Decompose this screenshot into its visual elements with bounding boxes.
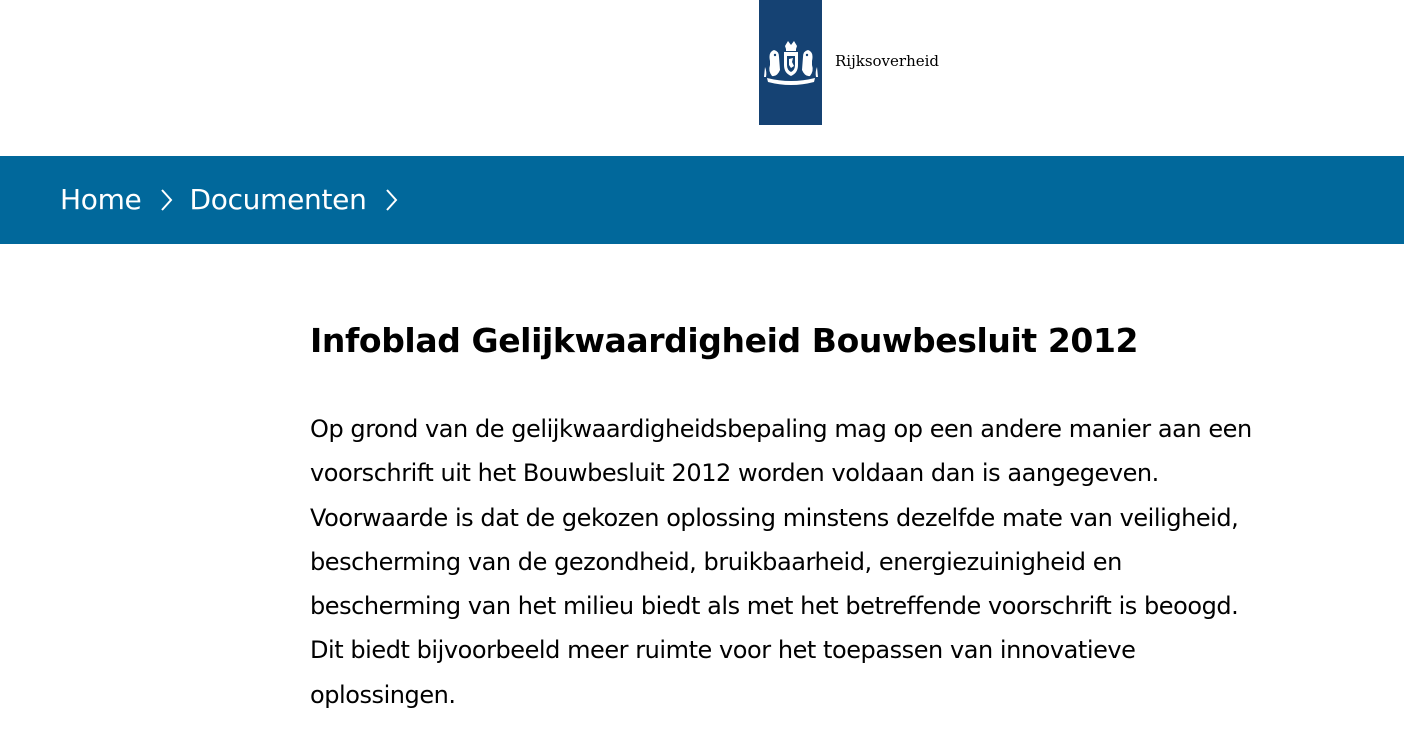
home-logo-link[interactable] bbox=[759, 0, 939, 125]
page-title: Infoblad Gelijkwaardigheid Bouwbesluit 2012 bbox=[310, 321, 1139, 360]
chevron-right-icon bbox=[154, 186, 178, 214]
intro-paragraph: Op grond van de gelijkwaardigheidsbepaling mag op een andere manier aan een voorschrift uit het Bouwbesluit 2012 worden voldaan dan is aangegeven. Voorwaarde is dat de gekozen oplossing minstens dezelfde mate van veiligheid, bescherming van de gezondheid, bruikbaarheid, energiezuinigheid en bescherming van het milieu biedt als met het betreffende voorschrift is beoogd. Dit biedt bijvoorbeeld meer ruimte voor het toepassen van innovatieve oplossingen. bbox=[310, 415, 1252, 709]
chevron-right-icon bbox=[379, 186, 403, 214]
breadcrumb-documenten-link[interactable]: Documenten bbox=[189, 183, 367, 216]
breadcrumb-home-link[interactable]: Home bbox=[60, 183, 142, 216]
breadcrumb bbox=[0, 156, 1404, 244]
main-content bbox=[310, 320, 1280, 717]
site-header bbox=[0, 0, 1404, 156]
site-name: Rijksoverheid bbox=[835, 52, 940, 70]
coat-of-arms-icon bbox=[759, 0, 822, 125]
